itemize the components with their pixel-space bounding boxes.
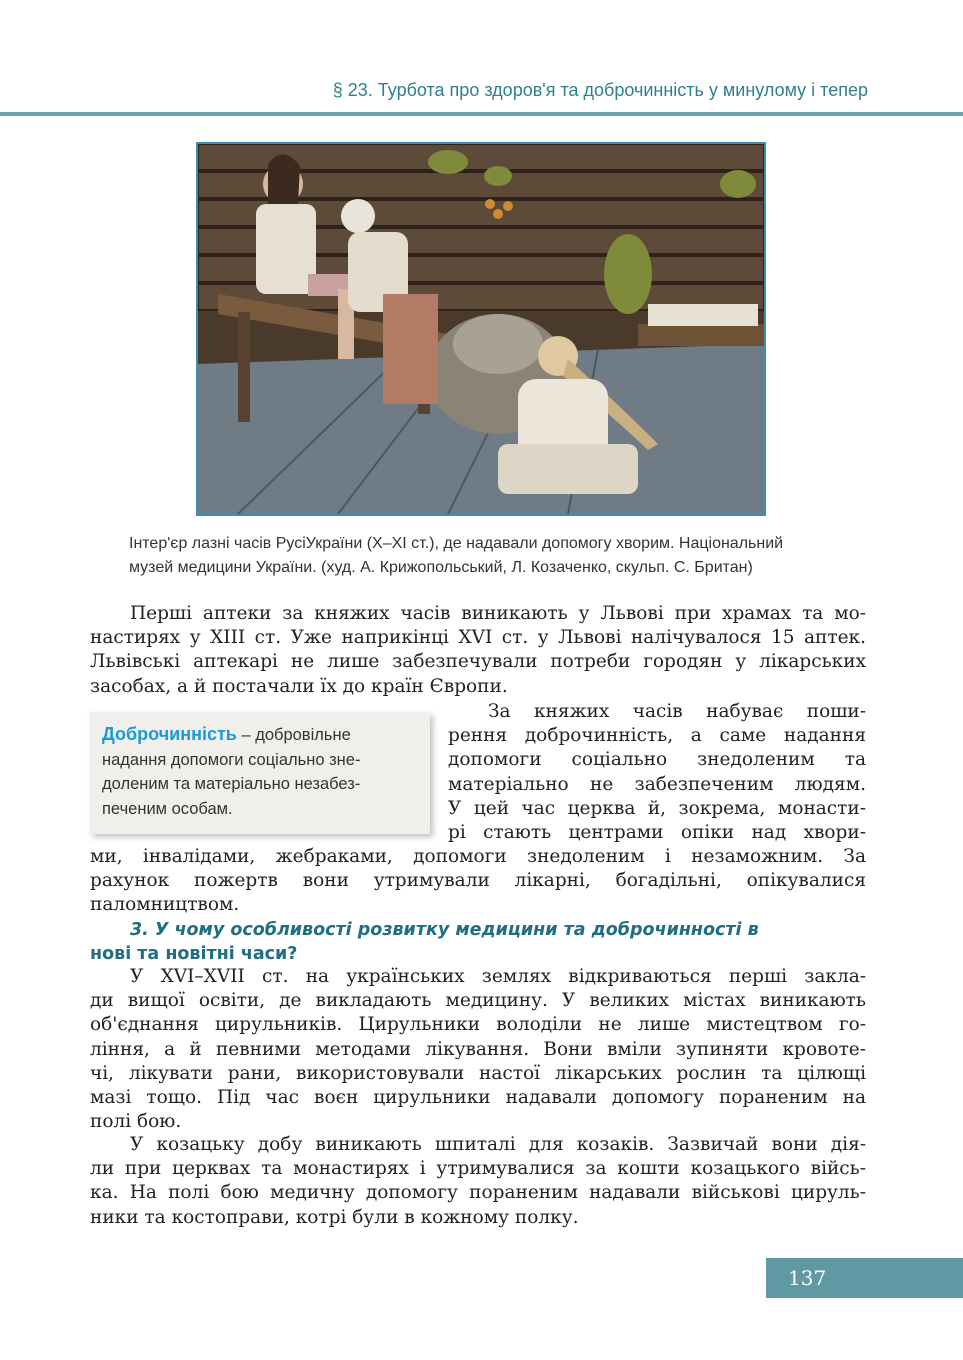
bathhouse-interior-image bbox=[198, 144, 764, 514]
page-number: 137 bbox=[766, 1258, 963, 1298]
text-line: Перші аптеки за княжих часів виникають у Львові при храмах та мо- bbox=[130, 603, 866, 624]
text-line: ли при церквах та монастирях і утримувалися за кошти козацького війсь- bbox=[90, 1158, 866, 1180]
text-line: ники та костоправи, котрі були в кожному полку. bbox=[90, 1206, 579, 1228]
text-line: ми, інвалідами, жебраками, допомоги знедоленим і незаможним. За bbox=[90, 846, 866, 867]
definition-text: надання допомоги соціально зне- bbox=[102, 750, 361, 769]
text-line: мазі тощо. Під час воєн цирульники надавали допомогу пораненим на bbox=[90, 1087, 866, 1109]
paragraph-barbers bbox=[90, 965, 866, 1134]
text-line: паломництвом. bbox=[90, 894, 240, 916]
definition-box bbox=[90, 712, 430, 834]
heading-line: 3. У чому особливості розвитку медицини та доброчинності в bbox=[130, 920, 759, 940]
text-line: ка. На полі бою медичну допомогу пораненим надавали військові цируль- bbox=[90, 1182, 866, 1204]
paragraph-charity-column bbox=[448, 700, 866, 845]
text-line: У цей час церква й, зокрема, монасти- bbox=[448, 797, 866, 819]
running-title: § 23. Турбота про здоров'я та доброчинність у минулому і тепер bbox=[332, 80, 868, 100]
definition-text: – добровільне bbox=[236, 726, 351, 744]
definition-text: печеним особам. bbox=[102, 799, 233, 818]
caption-line: Інтер'єр лазні часів РусіУкраїни (X–XI ст.), де надавали допомогу хворим. Національний bbox=[129, 535, 784, 552]
paragraph-charity-continued bbox=[90, 845, 866, 918]
figure-caption bbox=[129, 532, 889, 580]
heading-line: нові та новітні часи? bbox=[90, 944, 298, 964]
text-line: засобах, а й постачали їх до країн Європи. bbox=[90, 675, 508, 697]
text-line: допомоги соціально знедоленим та bbox=[448, 749, 866, 771]
text-line: рахунок пожертв вони утримували лікарні, богадільні, опікувалися bbox=[90, 870, 866, 892]
text-line: матеріально не забезпеченим людям. bbox=[448, 773, 866, 795]
paragraph-pharmacies bbox=[90, 602, 866, 699]
header-rule bbox=[0, 112, 963, 116]
text-line: У козацьку добу виникають шпиталі для козаків. Зазвичай вони дія- bbox=[130, 1134, 866, 1155]
definition-term: Доброчинність bbox=[102, 724, 237, 744]
text-line: настирях у XIII ст. Уже наприкінці XVI ст. у Львові налічувалося 15 аптек. bbox=[90, 627, 866, 649]
text-line: Львівські аптекарі не лише забезпечували потреби городян у лікарських bbox=[90, 651, 866, 673]
definition-text: доленим та матеріально незабез- bbox=[102, 775, 361, 793]
caption-line: музей медицини України. (худ. А. Крижопольський, Л. Козаченко, скульп. С. Британ) bbox=[129, 559, 753, 576]
text-line: За княжих часів набуває поши- bbox=[488, 701, 866, 722]
text-line: рення доброчинність, а саме надання bbox=[448, 725, 866, 747]
museum-diorama-photo bbox=[196, 142, 766, 516]
text-line: рі стають центрами опіки над хвори- bbox=[448, 822, 866, 844]
paragraph-cossack-hospitals bbox=[90, 1133, 866, 1230]
text-line: полі бою. bbox=[90, 1111, 182, 1133]
section-heading bbox=[90, 918, 866, 966]
text-line: об'єднання цирульників. Цирульники володіли не лише мистецтвом го- bbox=[90, 1014, 866, 1036]
text-line: ди вищої освіти, де викладають медицину. У великих містах виникають bbox=[90, 990, 866, 1012]
text-line: У XVI–XVII ст. на українських землях відкриваються перші закла- bbox=[130, 966, 866, 987]
text-line: чі, лікувати рани, використовували настої лікарських рослин та цілющі bbox=[90, 1062, 866, 1084]
text-line: ління, а й певними методами лікування. Вони вміли зупиняти кровоте- bbox=[90, 1038, 866, 1060]
